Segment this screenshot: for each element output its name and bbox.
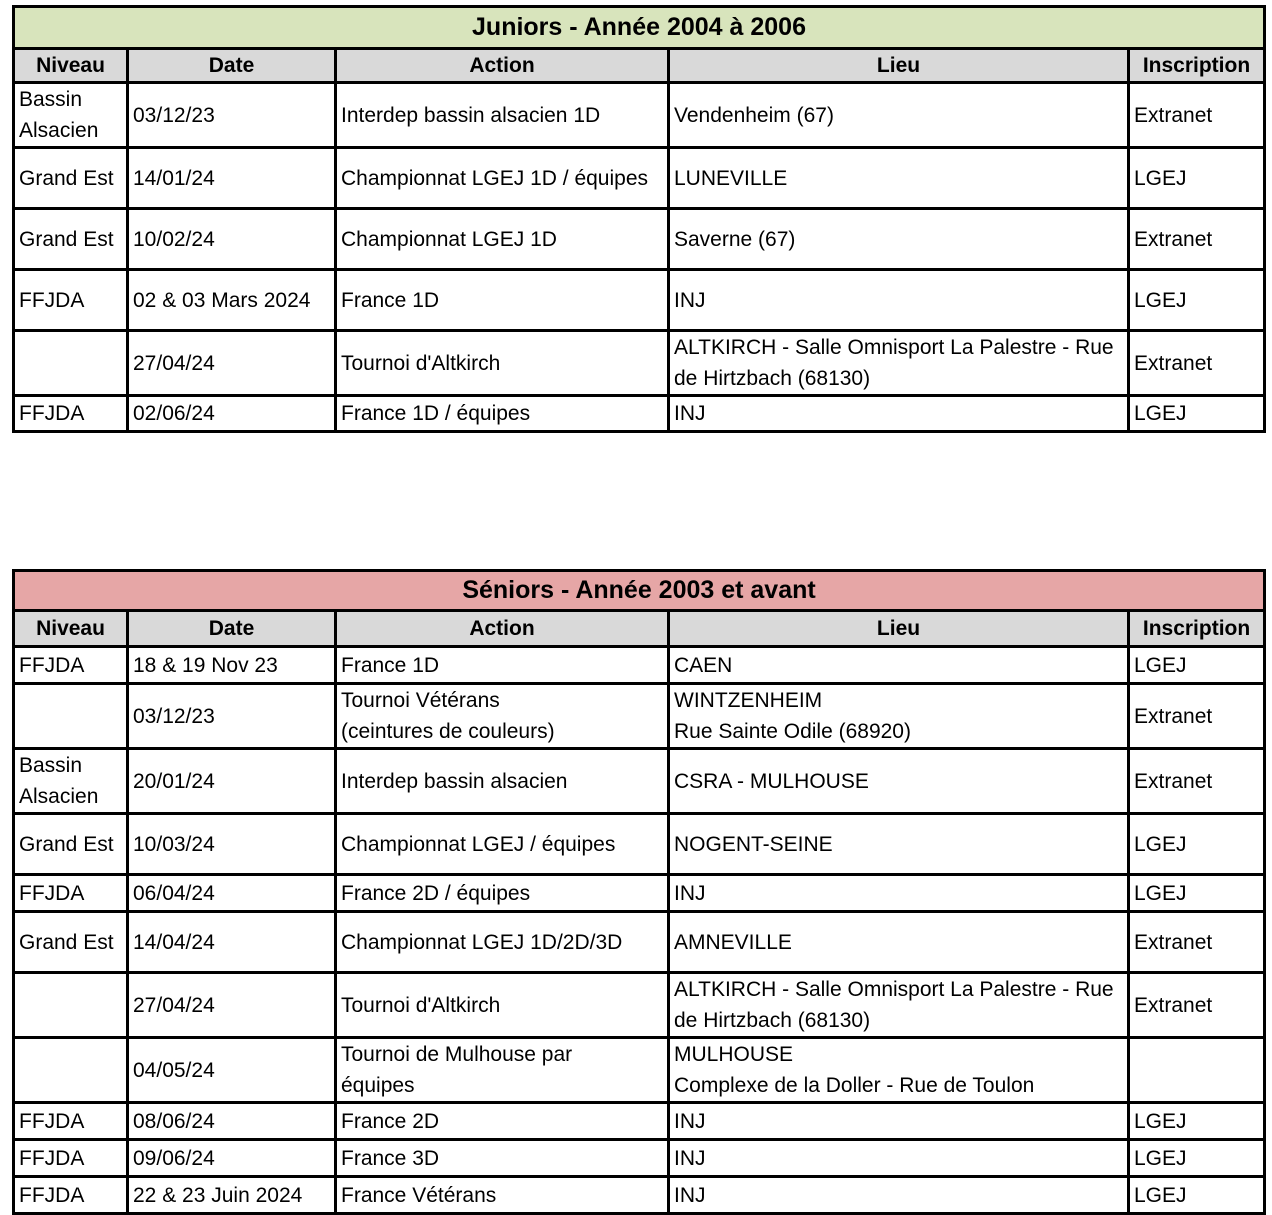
cell-lieu: MULHOUSE Complexe de la Doller - Rue de Toulon xyxy=(669,1038,1129,1103)
cell-inscription: LGEJ xyxy=(1129,270,1265,331)
table-row xyxy=(14,209,1265,270)
cell-inscription: LGEJ xyxy=(1129,1103,1265,1140)
column-header-lieu: Lieu xyxy=(669,49,1129,83)
column-header-date: Date xyxy=(128,49,336,83)
cell-lieu: CAEN xyxy=(669,647,1129,684)
cell-inscription: LGEJ xyxy=(1129,875,1265,912)
cell-niveau xyxy=(14,973,128,1038)
cell-date: 20/01/24 xyxy=(128,749,336,814)
cell-action: Championnat LGEJ / équipes xyxy=(336,814,669,875)
table-row xyxy=(14,1177,1265,1214)
table-row xyxy=(14,1140,1265,1177)
cell-lieu: INJ xyxy=(669,270,1129,331)
cell-date: 14/04/24 xyxy=(128,912,336,973)
column-header-action: Action xyxy=(336,49,669,83)
cell-lieu: INJ xyxy=(669,1177,1129,1214)
cell-niveau: Bassin Alsacien xyxy=(14,83,128,148)
cell-inscription: LGEJ xyxy=(1129,814,1265,875)
cell-inscription: LGEJ xyxy=(1129,1140,1265,1177)
table-row xyxy=(14,270,1265,331)
cell-inscription: LGEJ xyxy=(1129,396,1265,432)
table-row xyxy=(14,148,1265,209)
table-row xyxy=(14,331,1265,396)
cell-date: 10/02/24 xyxy=(128,209,336,270)
cell-action: Tournoi d'Altkirch xyxy=(336,331,669,396)
table-row xyxy=(14,83,1265,148)
cell-action: Championnat LGEJ 1D xyxy=(336,209,669,270)
cell-lieu: WINTZENHEIM Rue Sainte Odile (68920) xyxy=(669,684,1129,749)
cell-inscription: Extranet xyxy=(1129,83,1265,148)
column-header-inscription: Inscription xyxy=(1129,49,1265,83)
cell-niveau: Grand Est xyxy=(14,209,128,270)
cell-lieu: ALTKIRCH - Salle Omnisport La Palestre - Rue de Hirtzbach (68130) xyxy=(669,973,1129,1038)
cell-niveau: FFJDA xyxy=(14,1103,128,1140)
cell-action: France 1D / équipes xyxy=(336,396,669,432)
cell-niveau xyxy=(14,331,128,396)
cell-lieu: INJ xyxy=(669,396,1129,432)
cell-date: 14/01/24 xyxy=(128,148,336,209)
cell-inscription: LGEJ xyxy=(1129,148,1265,209)
column-header-date: Date xyxy=(128,611,336,647)
cell-action: Championnat LGEJ 1D/2D/3D xyxy=(336,912,669,973)
cell-niveau: Grand Est xyxy=(14,912,128,973)
table-row xyxy=(14,749,1265,814)
cell-action: Tournoi d'Altkirch xyxy=(336,973,669,1038)
cell-date: 02 & 03 Mars 2024 xyxy=(128,270,336,331)
cell-action: Interdep bassin alsacien xyxy=(336,749,669,814)
cell-niveau: Bassin Alsacien xyxy=(14,749,128,814)
cell-inscription: Extranet xyxy=(1129,749,1265,814)
column-header-niveau: Niveau xyxy=(14,49,128,83)
table-row xyxy=(14,912,1265,973)
table-row xyxy=(14,647,1265,684)
table-row xyxy=(14,396,1265,432)
cell-niveau: FFJDA xyxy=(14,875,128,912)
cell-action: France 1D xyxy=(336,270,669,331)
cell-date: 09/06/24 xyxy=(128,1140,336,1177)
cell-niveau: Grand Est xyxy=(14,814,128,875)
cell-date: 04/05/24 xyxy=(128,1038,336,1103)
cell-lieu: LUNEVILLE xyxy=(669,148,1129,209)
cell-action: France Vétérans xyxy=(336,1177,669,1214)
cell-lieu: CSRA - MULHOUSE xyxy=(669,749,1129,814)
cell-action: France 1D xyxy=(336,647,669,684)
cell-niveau: FFJDA xyxy=(14,647,128,684)
cell-niveau: FFJDA xyxy=(14,1177,128,1214)
cell-niveau: Grand Est xyxy=(14,148,128,209)
cell-lieu: INJ xyxy=(669,1140,1129,1177)
cell-lieu: NOGENT-SEINE xyxy=(669,814,1129,875)
cell-date: 22 & 23 Juin 2024 xyxy=(128,1177,336,1214)
table-row xyxy=(14,684,1265,749)
table-row xyxy=(14,973,1265,1038)
cell-date: 03/12/23 xyxy=(128,83,336,148)
cell-inscription: Extranet xyxy=(1129,331,1265,396)
cell-niveau: FFJDA xyxy=(14,1140,128,1177)
column-header-niveau: Niveau xyxy=(14,611,128,647)
cell-lieu: INJ xyxy=(669,875,1129,912)
cell-niveau xyxy=(14,684,128,749)
cell-action: France 2D xyxy=(336,1103,669,1140)
cell-niveau: FFJDA xyxy=(14,270,128,331)
cell-action: Interdep bassin alsacien 1D xyxy=(336,83,669,148)
table-row xyxy=(14,1103,1265,1140)
cell-inscription: LGEJ xyxy=(1129,1177,1265,1214)
seniors-table xyxy=(12,569,1266,1215)
cell-lieu: INJ xyxy=(669,1103,1129,1140)
table-row xyxy=(14,814,1265,875)
cell-date: 18 & 19 Nov 23 xyxy=(128,647,336,684)
juniors-table xyxy=(12,5,1266,433)
cell-lieu: ALTKIRCH - Salle Omnisport La Palestre - Rue de Hirtzbach (68130) xyxy=(669,331,1129,396)
cell-niveau xyxy=(14,1038,128,1103)
cell-inscription: Extranet xyxy=(1129,973,1265,1038)
cell-lieu: Vendenheim (67) xyxy=(669,83,1129,148)
cell-action: France 2D / équipes xyxy=(336,875,669,912)
column-header-action: Action xyxy=(336,611,669,647)
table-row xyxy=(14,875,1265,912)
seniors-table-title: Séniors - Année 2003 et avant xyxy=(14,571,1265,611)
cell-action: France 3D xyxy=(336,1140,669,1177)
cell-date: 10/03/24 xyxy=(128,814,336,875)
juniors-table-title: Juniors - Année 2004 à 2006 xyxy=(14,7,1265,49)
cell-action: Tournoi de Mulhouse par équipes xyxy=(336,1038,669,1103)
cell-lieu: AMNEVILLE xyxy=(669,912,1129,973)
cell-inscription: LGEJ xyxy=(1129,647,1265,684)
column-header-inscription: Inscription xyxy=(1129,611,1265,647)
cell-date: 08/06/24 xyxy=(128,1103,336,1140)
cell-inscription: Extranet xyxy=(1129,209,1265,270)
cell-lieu: Saverne (67) xyxy=(669,209,1129,270)
cell-date: 06/04/24 xyxy=(128,875,336,912)
cell-action: Tournoi Vétérans (ceintures de couleurs) xyxy=(336,684,669,749)
cell-date: 02/06/24 xyxy=(128,396,336,432)
cell-date: 27/04/24 xyxy=(128,973,336,1038)
cell-inscription: Extranet xyxy=(1129,912,1265,973)
cell-date: 27/04/24 xyxy=(128,331,336,396)
cell-inscription xyxy=(1129,1038,1265,1103)
column-header-lieu: Lieu xyxy=(669,611,1129,647)
cell-inscription: Extranet xyxy=(1129,684,1265,749)
cell-niveau: FFJDA xyxy=(14,396,128,432)
table-row xyxy=(14,1038,1265,1103)
cell-date: 03/12/23 xyxy=(128,684,336,749)
cell-action: Championnat LGEJ 1D / équipes xyxy=(336,148,669,209)
